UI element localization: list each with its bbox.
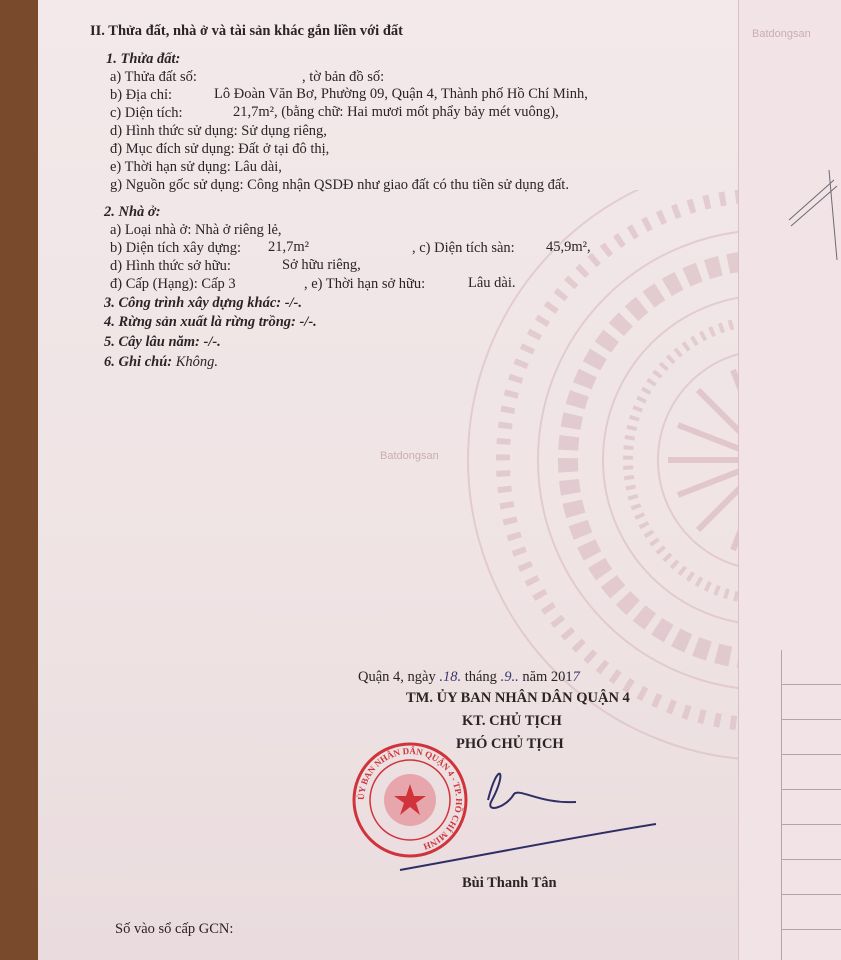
ownership-value: Sở hữu riêng,: [282, 257, 361, 273]
signer-role-1: KT. CHỦ TỊCH: [462, 713, 562, 729]
date-day: .18.: [439, 669, 462, 685]
floor-area-label: , c) Diện tích sàn:: [412, 240, 515, 256]
address-label: b) Địa chỉ:: [110, 87, 173, 103]
house-grade: đ) Cấp (Hạng): Cấp 3: [110, 276, 236, 292]
usage-form: d) Hình thức sử dụng: Sử dụng riêng,: [110, 123, 327, 139]
watermark-logo-center: Batdongsan: [380, 450, 439, 462]
date-year-digit: 7: [572, 669, 580, 685]
ownership-term-label: , e) Thời hạn sở hữu:: [304, 276, 426, 292]
perennial-trees: 5. Cây lâu năm: -/-.: [104, 334, 221, 350]
build-area-label: b) Diện tích xây dựng:: [110, 240, 242, 256]
map-sketch: [779, 160, 839, 270]
section-title: II. Thửa đất, nhà ở và tài sản khác gắn liền với đất: [90, 23, 403, 39]
parcel-number: a) Thửa đất số:: [110, 69, 197, 85]
usage-origin: g) Nguồn gốc sử dụng: Công nhận QSDĐ như giao đất có thu tiền sử dụng đất.: [110, 177, 569, 193]
address-value: Lô Đoàn Văn Bơ, Phường 09, Quận 4, Thành phố Hồ Chí Minh,: [214, 86, 588, 102]
issuing-organization: TM. ỦY BAN NHÂN DÂN QUẬN 4: [406, 690, 630, 706]
house-heading: 2. Nhà ở:: [104, 204, 161, 220]
area-value: 21,7m², (bằng chữ: Hai mươi mốt phẩy bảy mét vuông),: [233, 104, 559, 120]
other-construction: 3. Công trình xây dựng khác: -/-.: [104, 295, 303, 311]
signer-name: Bùi Thanh Tân: [462, 875, 557, 891]
production-forest: 4. Rừng sản xuất là rừng trồng: -/-.: [104, 314, 317, 330]
seal-text: ỦY BAN NHÂN DÂN QUẬN 4 - TP. HỒ CHÍ MINH: [355, 745, 465, 852]
ownership-term-value: Lâu dài.: [468, 275, 516, 291]
note-label: 6. Ghi chú:: [104, 354, 173, 370]
note-value: Không.: [175, 354, 219, 370]
watermark-logo: Batdongsan: [752, 28, 811, 40]
adjacent-table: [781, 650, 841, 960]
ownership-label: d) Hình thức sở hữu:: [110, 258, 231, 274]
land-heading: 1. Thửa đất:: [106, 51, 181, 67]
house-type: a) Loại nhà ở: Nhà ở riêng lẻ,: [110, 222, 282, 238]
build-area-value: 21,7m²: [268, 239, 310, 255]
date-month-label: tháng: [464, 669, 497, 685]
adjacent-page: [738, 0, 841, 960]
date-year-label: năm 201: [522, 669, 573, 685]
register-number-label: Số vào sổ cấp GCN:: [115, 921, 234, 937]
date-month: .9..: [500, 669, 519, 685]
usage-purpose: đ) Mục đích sử dụng: Đất ở tại đô thị,: [110, 141, 330, 157]
map-sheet-number: , tờ bản đồ số:: [302, 69, 385, 85]
issue-date: [358, 668, 580, 686]
area-label: c) Diện tích:: [110, 105, 183, 121]
note-row: [104, 353, 218, 371]
usage-term: e) Thời hạn sử dụng: Lâu dài,: [110, 159, 282, 175]
handwritten-signature: [380, 760, 680, 880]
date-prefix: Quận 4, ngày: [358, 669, 436, 685]
signer-role-2: PHÓ CHỦ TỊCH: [456, 736, 564, 752]
floor-area-value: 45,9m²,: [546, 239, 591, 255]
